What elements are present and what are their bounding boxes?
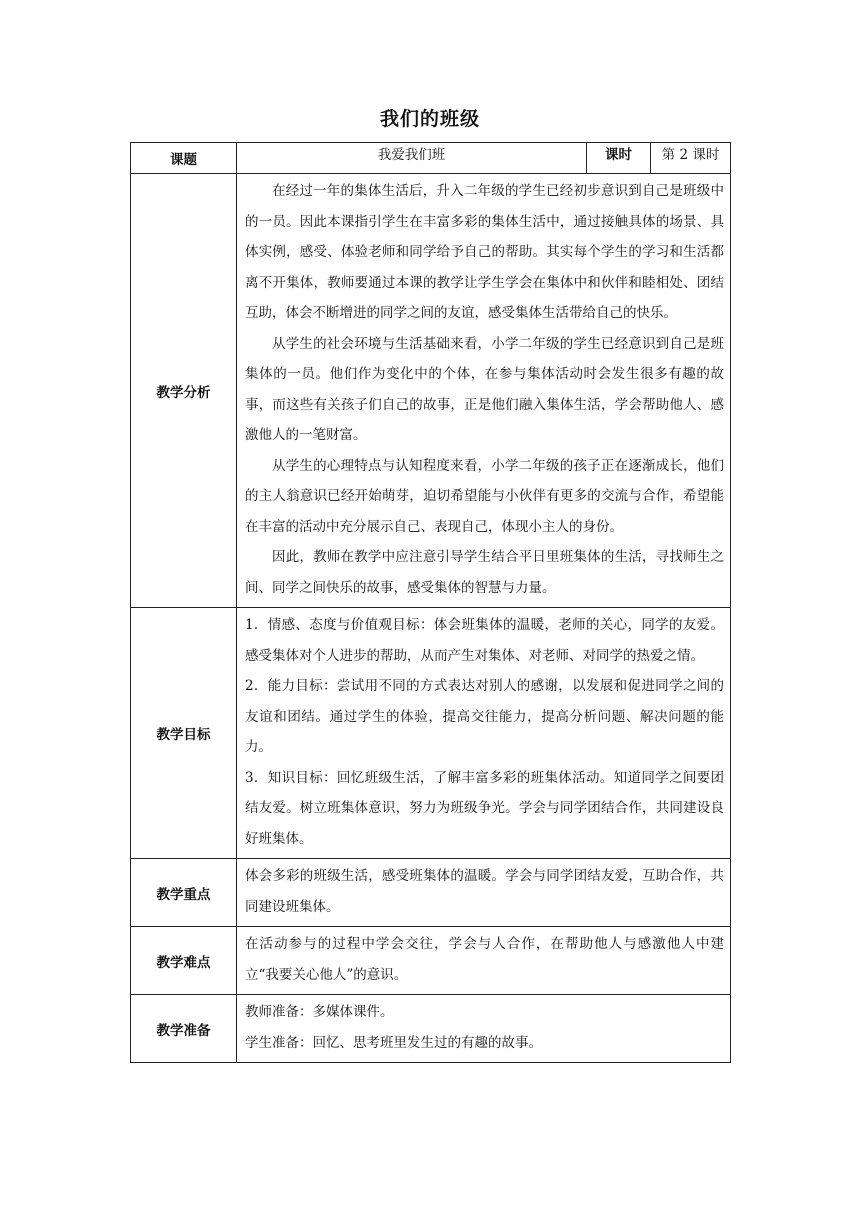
objective-item: 1．情感、态度与价值观目标：体会班集体的温暖，老师的关心，同学的友爱。感受集体对个人进步的帮助，从而产生对集体、对老师、对同学的热爱之情。 <box>245 617 724 664</box>
difficulties-text: 在活动参与的过程中学会交往，学会与人合作，在帮助他人与感激他人中建立“我要关心他人”的意识。 <box>245 936 724 983</box>
preparation-content <box>237 995 731 1063</box>
row-difficulties <box>131 927 731 995</box>
difficulties-content <box>237 927 731 995</box>
objective-item: 2．能力目标：尝试用不同的方式表达对别人的感谢，以发展和促进同学之间的友谊和团结。通过学生的体验，提高交往能力，提高分析问题、解决问题的能力。 <box>245 678 724 755</box>
lesson-plan-table <box>130 142 731 1063</box>
row-label-difficulties: 教学难点 <box>131 927 237 995</box>
analysis-paragraph: 从学生的社会环境与生活基础来看，小学二年级的学生已经意识到自己是班集体的一员。他们作为变化中的个体，在参与集体活动时会发生很多有趣的故事，而这些有关孩子们自己的故事，正是他们融入集体生活，学会帮助他人、感激他人的一笔财富。 <box>245 335 724 443</box>
period-label: 课时 <box>587 143 651 174</box>
period-value: 第 2 课时 <box>651 143 731 174</box>
row-label-analysis: 教学分析 <box>131 174 237 608</box>
analysis-content <box>237 174 731 608</box>
page-title: 我们的班级 <box>379 108 480 130</box>
row-objectives <box>131 608 731 859</box>
analysis-paragraph: 在经过一年的集体生活后，升入二年级的学生已经初步意识到自己是班级中的一员。因此本课指引学生在丰富多彩的集体生活中，通过接触具体的场景、具体实例，感受、体验老师和同学给予自己的帮助。其实每个学生的学习和生活都离不开集体，教师要通过本课的教学让学生学会在集体中和伙伴和睦相处、团结互助，体会不断增进的同学之间的友谊，感受集体生活带给自己的快乐。 <box>245 183 724 321</box>
header-row <box>131 143 731 174</box>
objective-item: 3．知识目标：回忆班级生活，了解丰富多彩的班集体活动。知道同学之间要团结友爱。树立班集体意识，努力为班级争光。学会与同学团结合作，共同建设良好班集体。 <box>245 769 724 847</box>
key-points-content <box>237 859 731 927</box>
row-preparation <box>131 995 731 1063</box>
objectives-content <box>237 608 731 859</box>
analysis-paragraph: 因此，教师在教学中应注意引导学生结合平日里班集体的生活，寻找师生之间、同学之间快乐的故事，感受集体的智慧与力量。 <box>245 549 724 596</box>
row-label-preparation: 教学准备 <box>131 995 237 1063</box>
student-preparation: 学生准备：回忆、思考班里发生过的有趣的故事。 <box>245 1034 542 1051</box>
analysis-paragraph: 从学生的心理特点与认知程度来看，小学二年级的孩子正在逐渐成长，他们的主人翁意识已经开始萌芽，迫切希望能与小伙伴有更多的交流与合作，希望能在丰富的活动中充分展示自己、表现自己，体现小主人的身份。 <box>245 457 724 535</box>
row-key-points <box>131 859 731 927</box>
row-analysis <box>131 174 731 608</box>
teacher-preparation: 教师准备：多媒体课件。 <box>245 1004 394 1020</box>
row-label-objectives: 教学目标 <box>131 608 237 859</box>
topic-value: 我爱我们班 <box>237 143 587 174</box>
topic-label: 课题 <box>131 143 237 174</box>
row-label-key-points: 教学重点 <box>131 859 237 927</box>
key-points-text: 体会多彩的班级生活，感受班集体的温暖。学会与同学团结友爱，互助合作，共同建设班集体。 <box>245 868 724 915</box>
